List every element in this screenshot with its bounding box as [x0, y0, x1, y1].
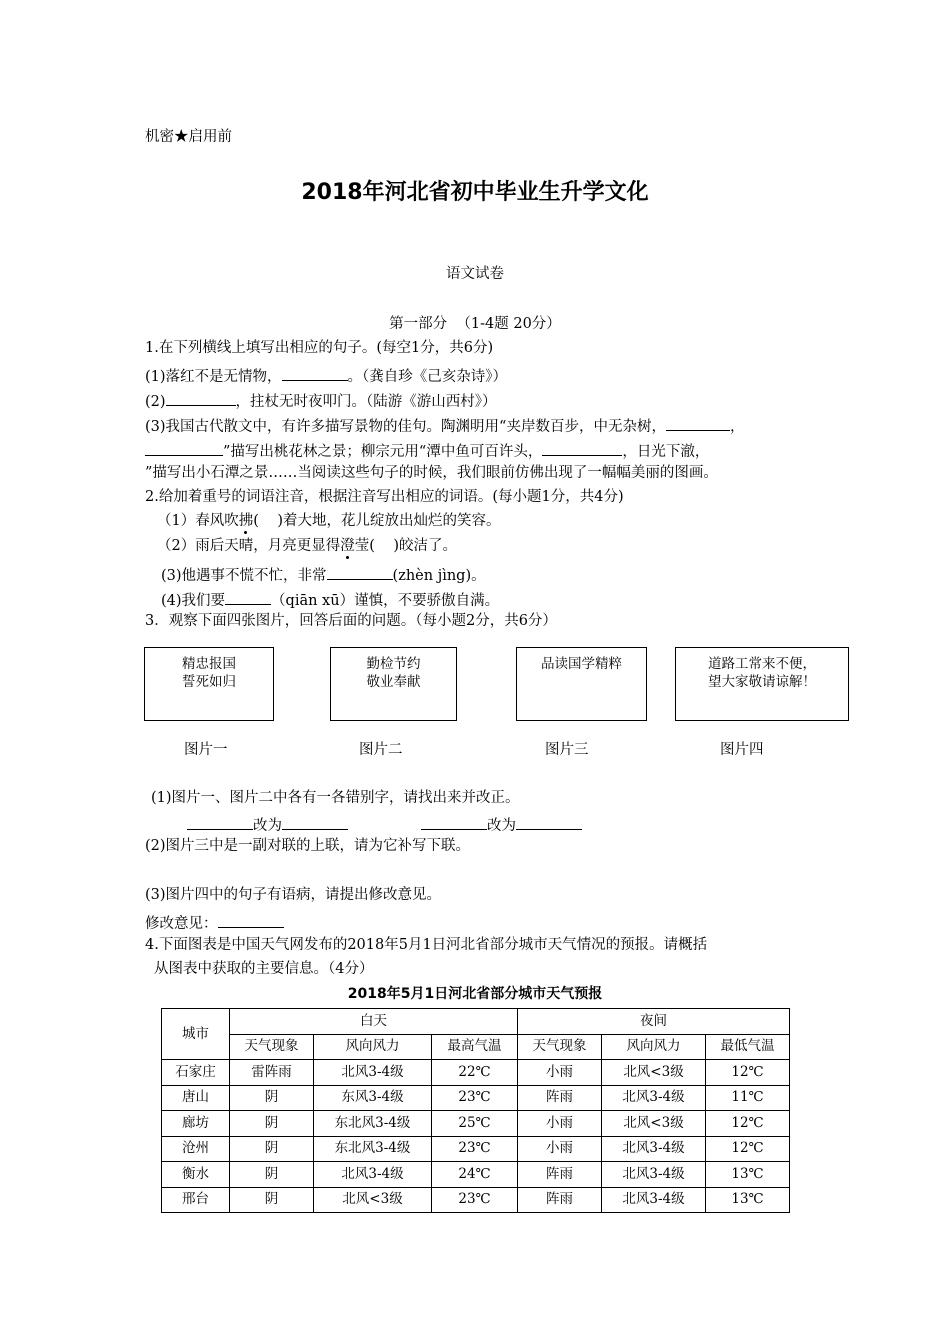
cell-day-weather: 阴 — [230, 1187, 314, 1213]
cell-night-wind: 北风<3级 — [602, 1111, 706, 1137]
q2-2-text-a: （2）雨后天晴，月亮更显得 — [157, 538, 341, 554]
cell-high-temp: 24℃ — [432, 1162, 518, 1188]
question-3-sub-3: (3)图片四中的句子有语病，请提出修改意见。 — [145, 887, 442, 903]
answer-blank[interactable] — [516, 814, 582, 830]
cell-day-wind: 北风3-4级 — [314, 1060, 432, 1086]
table-row — [162, 1162, 790, 1188]
page-subtitle: 语文试卷 — [446, 266, 504, 282]
cell-low-temp: 11℃ — [706, 1085, 790, 1111]
cell-high-temp: 23℃ — [432, 1085, 518, 1111]
picture-caption: 图片三 — [545, 742, 589, 758]
table-row — [162, 1085, 790, 1111]
answer-blank[interactable] — [218, 912, 284, 928]
cell-low-temp: 12℃ — [706, 1136, 790, 1162]
cell-city: 邢台 — [162, 1187, 230, 1213]
confidential-label: 机密★启用前 — [145, 129, 232, 145]
part-heading: 第一部分 （1-4题 20分） — [389, 316, 561, 332]
question-2-line-1 — [157, 513, 500, 530]
table-row — [162, 1136, 790, 1162]
change-to-label: 改为 — [253, 818, 282, 834]
cell-night-weather: 小雨 — [518, 1111, 602, 1137]
cell-night-weather: 阵雨 — [518, 1187, 602, 1213]
cell-night-weather: 小雨 — [518, 1136, 602, 1162]
picture-caption: 图片四 — [720, 742, 764, 758]
question-1-line-5: ”描写出小石潭之景……当阅读这些句子的时候，我们眼前仿佛出现了一幅幅美丽的图画。 — [145, 465, 718, 481]
column-header: 天气现象 — [230, 1034, 314, 1060]
cell-city: 廊坊 — [162, 1111, 230, 1137]
question-3-sub-1: (1)图片一、图片二中各有一各错别字，请找出来并改正。 — [151, 790, 520, 806]
cell-night-wind: 北风3-4级 — [602, 1187, 706, 1213]
question-3-sub-1-answer-2 — [421, 814, 582, 835]
picture-2 — [330, 647, 457, 721]
q1-1-text-b: 。（龚自珍《己亥杂诗》） — [347, 369, 508, 385]
cell-city: 唐山 — [162, 1085, 230, 1111]
picture-text-line: 敬业奉献 — [366, 674, 421, 691]
picture-1 — [144, 647, 274, 721]
cell-day-wind: 东北风3-4级 — [314, 1111, 432, 1137]
header-city: 城市 — [162, 1009, 230, 1060]
cell-day-wind: 北风3-4级 — [314, 1162, 432, 1188]
q1-4-text-a: ”描写出桃花林之景；柳宗元用“潭中鱼可百许头， — [223, 444, 543, 460]
header-day: 白天 — [230, 1009, 518, 1035]
page-title: 2018年河北省初中毕业生升学文化 — [301, 180, 649, 205]
q1-4-text-b: ，日光下澈， — [622, 444, 710, 460]
question-3-stem: 3．观察下面四张图片，回答后面的问题。（每小题2分，共6分） — [145, 613, 557, 629]
question-3-sub-1-answer-1 — [187, 814, 348, 835]
q2-4-text-a: (4)我们要 — [161, 593, 226, 609]
change-to-label: 改为 — [487, 818, 516, 834]
table-row — [162, 1187, 790, 1213]
q1-2-text-a: (2) — [145, 394, 166, 410]
q2-3-text-b: (zhèn jìng)。 — [392, 568, 486, 584]
cell-low-temp: 13℃ — [706, 1187, 790, 1213]
answer-blank[interactable] — [421, 814, 487, 830]
answer-blank[interactable] — [225, 589, 271, 605]
cell-day-wind: 北风<3级 — [314, 1187, 432, 1213]
picture-3 — [516, 647, 647, 721]
question-1-line-4 — [145, 440, 709, 461]
cell-day-wind: 东北风3-4级 — [314, 1136, 432, 1162]
cell-night-wind: 北风3-4级 — [602, 1162, 706, 1188]
question-1-line-2 — [145, 390, 497, 411]
q2-4-text-b: （qiān xū）谨慎，不要骄傲自满。 — [271, 593, 500, 609]
cell-night-wind: 北风3-4级 — [602, 1136, 706, 1162]
cell-low-temp: 12℃ — [706, 1060, 790, 1086]
cell-night-weather: 阵雨 — [518, 1162, 602, 1188]
picture-text-line: 誓死如归 — [182, 674, 236, 691]
emphasized-char: 拂 — [238, 513, 254, 529]
cell-city: 沧州 — [162, 1136, 230, 1162]
column-header: 最低气温 — [706, 1034, 790, 1060]
question-3-sub-2: (2)图片三中是一副对联的上联，请为它补写下联。 — [145, 838, 471, 854]
table-title: 2018年5月1日河北省部分城市天气预报 — [347, 986, 603, 1002]
picture-caption: 图片二 — [359, 742, 403, 758]
cell-night-wind: 北风3-4级 — [602, 1085, 706, 1111]
cell-high-temp: 23℃ — [432, 1187, 518, 1213]
q2-2-text-b: 莹( )皎洁了。 — [354, 538, 457, 554]
question-1-line-1 — [145, 365, 507, 386]
answer-blank[interactable] — [666, 415, 730, 431]
cell-day-weather: 阴 — [230, 1085, 314, 1111]
cell-day-weather: 阴 — [230, 1136, 314, 1162]
picture-caption: 图片一 — [184, 742, 228, 758]
column-header: 风向风力 — [602, 1034, 706, 1060]
cell-day-weather: 阴 — [230, 1162, 314, 1188]
cell-night-weather: 小雨 — [518, 1060, 602, 1086]
question-2-line-2 — [157, 538, 457, 555]
table-row — [162, 1111, 790, 1137]
picture-text-line: 道路工常来不便， — [708, 656, 816, 672]
picture-4 — [675, 647, 849, 721]
q1-3-text-b: ， — [729, 419, 745, 435]
column-header: 天气现象 — [518, 1034, 602, 1060]
answer-blank[interactable] — [145, 440, 223, 456]
picture-text-line: 精忠报国 — [182, 656, 236, 672]
question-1-stem: 1.在下列横线上填写出相应的句子。(每空1分，共6分) — [145, 340, 494, 356]
advice-label: 修改意见： — [145, 916, 218, 932]
answer-blank[interactable] — [166, 390, 236, 406]
cell-day-weather: 阴 — [230, 1111, 314, 1137]
column-header: 风向风力 — [314, 1034, 432, 1060]
answer-blank[interactable] — [187, 814, 253, 830]
q1-1-text-a: (1)落红不是无情物， — [145, 369, 282, 385]
cell-low-temp: 13℃ — [706, 1162, 790, 1188]
cell-city: 石家庄 — [162, 1060, 230, 1086]
q1-3-text-a: (3)我国古代散文中，有许多描写景物的佳句。陶渊明用“夹岸数百步，中无杂树， — [145, 419, 666, 435]
q2-1-text-b: ( )着大地，花儿绽放出灿烂的笑容。 — [253, 513, 501, 529]
answer-blank[interactable] — [282, 814, 348, 830]
picture-text-line: 品读国学精粹 — [541, 656, 622, 672]
cell-night-weather: 阵雨 — [518, 1085, 602, 1111]
question-1-line-3 — [145, 415, 744, 436]
answer-blank[interactable] — [282, 365, 348, 381]
q2-1-text-a: （1）春风吹 — [157, 513, 239, 529]
header-night: 夜间 — [518, 1009, 790, 1035]
cell-city: 衡水 — [162, 1162, 230, 1188]
question-2-stem: 2.给加着重号的词语注音，根据注音写出相应的词语。(每小题1分，共4分) — [145, 489, 624, 505]
advice-line — [145, 912, 284, 933]
question-4-stem-line-1: 4.下面图表是中国天气网发布的2018年5月1日河北省部分城市天气情况的预报。请概括 — [145, 937, 708, 953]
answer-blank[interactable] — [327, 564, 393, 580]
q1-2-text-b: ，拄杖无时夜叩门。（陆游《游山西村》） — [235, 394, 497, 410]
question-4-stem-line-2: 从图表中获取的主要信息。（4分） — [154, 961, 374, 977]
emphasized-char: 澄 — [340, 538, 355, 554]
cell-high-temp: 25℃ — [432, 1111, 518, 1137]
picture-text-line: 望大家敬请谅解！ — [708, 674, 816, 691]
cell-high-temp: 23℃ — [432, 1136, 518, 1162]
table-row — [162, 1060, 790, 1086]
cell-day-weather: 雷阵雨 — [230, 1060, 314, 1086]
column-header: 最高气温 — [432, 1034, 518, 1060]
cell-day-wind: 东风3-4级 — [314, 1085, 432, 1111]
q2-3-text-a: (3)他遇事不慌不忙，非常 — [161, 568, 327, 584]
cell-low-temp: 12℃ — [706, 1111, 790, 1137]
cell-high-temp: 22℃ — [432, 1060, 518, 1086]
question-2-line-3 — [161, 564, 486, 585]
picture-text-line: 勤检节约 — [366, 656, 421, 672]
answer-blank[interactable] — [542, 440, 622, 456]
weather-table — [161, 1008, 790, 1213]
question-2-line-4 — [161, 589, 499, 610]
cell-night-wind: 北风<3级 — [602, 1060, 706, 1086]
